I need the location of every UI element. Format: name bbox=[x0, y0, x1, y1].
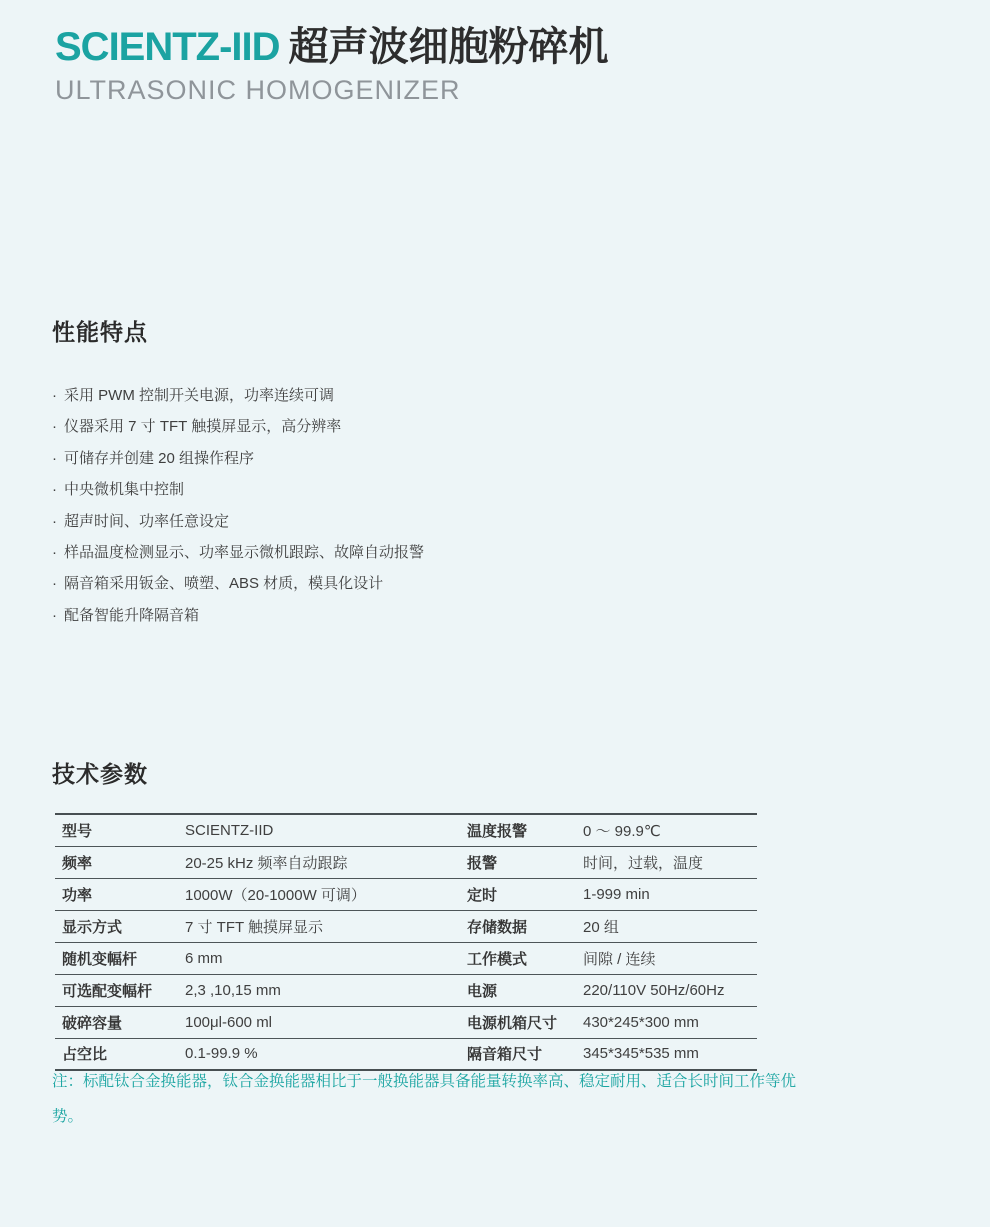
spec-label: 显示方式 bbox=[55, 910, 185, 942]
spec-label: 功率 bbox=[55, 878, 185, 910]
spec-value: 430*245*300 mm bbox=[583, 1006, 757, 1038]
spec-row bbox=[55, 974, 757, 1006]
spec-value: 7 寸 TFT 触摸屏显示 bbox=[185, 910, 460, 942]
spec-label: 隔音箱尺寸 bbox=[460, 1038, 583, 1070]
feature-text: 中央微机集中控制 bbox=[64, 481, 185, 499]
spec-row bbox=[55, 814, 757, 846]
feature-item bbox=[52, 506, 424, 537]
spec-row bbox=[55, 942, 757, 974]
feature-text: 采用 PWM 控制开关电源，功率连续可调 bbox=[64, 387, 334, 404]
spec-row bbox=[55, 910, 757, 942]
specs-table bbox=[55, 813, 757, 1071]
spec-value: 1-999 min bbox=[583, 878, 757, 910]
bullet-dot: · bbox=[52, 449, 57, 467]
feature-item bbox=[52, 411, 424, 442]
bullet-dot: · bbox=[52, 418, 57, 436]
spec-value: 时间，过载，温度 bbox=[583, 846, 757, 878]
spec-label: 破碎容量 bbox=[55, 1006, 185, 1038]
product-subtitle: ULTRASONIC HOMOGENIZER bbox=[55, 75, 461, 105]
feature-text: 超声时间、功率任意设定 bbox=[64, 512, 230, 530]
footnote: 注：标配钛合金换能器，钛合金换能器相比于一般换能器具备能量转换率高、稳定耐用、适合长时间工作等优势。 bbox=[52, 1073, 797, 1125]
spec-value: 220/110V 50Hz/60Hz bbox=[583, 974, 757, 1006]
spec-label: 随机变幅杆 bbox=[55, 942, 185, 974]
spec-value: 0 ～ 99.9℃ bbox=[583, 822, 661, 840]
spec-label: 报警 bbox=[460, 846, 583, 878]
spec-label: 可选配变幅杆 bbox=[55, 974, 185, 1006]
feature-text: 仪器采用 7 寸 TFT 触摸屏显示，高分辨率 bbox=[64, 418, 342, 436]
specs-section bbox=[52, 756, 757, 1071]
product-model: SCIENTZ-IID bbox=[55, 25, 280, 69]
spec-label: 电源机箱尺寸 bbox=[460, 1006, 583, 1038]
feature-item bbox=[52, 537, 424, 568]
spec-value: 345*345*535 mm bbox=[583, 1038, 757, 1070]
bullet-dot: · bbox=[52, 512, 57, 530]
features-list bbox=[52, 380, 424, 631]
feature-text: 可储存并创建 20 组操作程序 bbox=[64, 449, 255, 467]
spec-label: 型号 bbox=[62, 822, 93, 840]
feature-item bbox=[52, 568, 424, 599]
feature-item bbox=[52, 380, 424, 411]
spec-label: 工作模式 bbox=[460, 942, 583, 974]
product-name-cn: 超声波细胞粉碎机 bbox=[288, 25, 609, 69]
feature-item bbox=[52, 443, 424, 474]
spec-label: 电源 bbox=[460, 974, 583, 1006]
feature-item bbox=[52, 600, 424, 631]
spec-label: 存储数据 bbox=[460, 910, 583, 942]
spec-value: 间隙 / 连续 bbox=[583, 942, 757, 974]
feature-text: 样品温度检测显示、功率显示微机跟踪、故障自动报警 bbox=[64, 544, 425, 562]
bullet-dot: · bbox=[52, 387, 57, 404]
features-section bbox=[52, 314, 424, 631]
spec-value: 0.1-99.9 % bbox=[185, 1038, 460, 1070]
spec-row bbox=[55, 846, 757, 878]
features-heading: 性能特点 bbox=[52, 319, 148, 345]
spec-value: 2,3 ,10,15 mm bbox=[185, 974, 460, 1006]
bullet-dot: · bbox=[52, 575, 57, 593]
spec-label: 温度报警 bbox=[467, 822, 528, 840]
spec-value: 20-25 kHz 频率自动跟踪 bbox=[185, 846, 460, 878]
spec-value: SCIENTZ-IID bbox=[185, 821, 274, 839]
spec-label: 定时 bbox=[460, 878, 583, 910]
spec-label: 占空比 bbox=[55, 1038, 185, 1070]
spec-row bbox=[55, 1006, 757, 1038]
header bbox=[55, 26, 609, 106]
spec-row bbox=[55, 878, 757, 910]
specs-heading: 技术参数 bbox=[52, 761, 148, 787]
feature-text: 配备智能升降隔音箱 bbox=[64, 606, 200, 624]
bullet-dot: · bbox=[52, 481, 57, 499]
spec-value: 6 mm bbox=[185, 942, 460, 974]
page-title bbox=[55, 26, 609, 68]
feature-item bbox=[52, 474, 424, 505]
spec-value: 100μl-600 ml bbox=[185, 1006, 460, 1038]
bullet-dot: · bbox=[52, 606, 57, 624]
spec-value: 20 组 bbox=[583, 910, 757, 942]
spec-label: 频率 bbox=[55, 846, 185, 878]
bullet-dot: · bbox=[52, 544, 57, 562]
spec-value: 1000W（20-1000W 可调） bbox=[185, 878, 460, 910]
feature-text: 隔音箱采用钣金、喷塑、ABS 材质，模具化设计 bbox=[64, 575, 384, 593]
